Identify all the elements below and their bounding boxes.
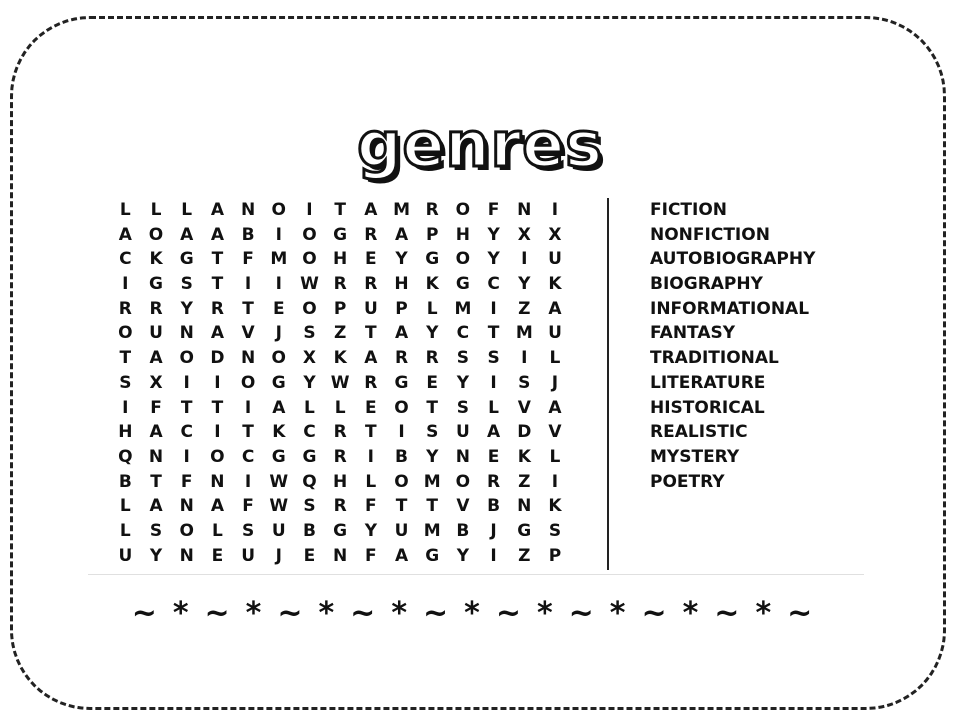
grid-letter: I [275, 274, 282, 295]
grid-letter: E [365, 249, 377, 270]
grid-letter: G [517, 520, 532, 541]
grid-letter: I [244, 397, 252, 418]
grid-letter: G [333, 224, 348, 245]
grid-letter: A [272, 397, 286, 418]
grid-letter: I [490, 298, 497, 319]
grid-letter: G [333, 520, 348, 541]
grid-letter: M [515, 323, 533, 344]
grid-letter: T [180, 397, 193, 418]
grid-letter: N [517, 496, 532, 517]
grid-letter: N [240, 348, 256, 369]
grid-letter: L [181, 200, 193, 220]
grid-letter: Z [518, 298, 531, 319]
grid-letter: A [210, 200, 224, 220]
word-list-item: POETRY [650, 471, 725, 492]
grid-letter: T [334, 200, 346, 220]
grid-letter: I [183, 372, 190, 393]
grid-letter: G [302, 446, 317, 467]
grid-letter: R [487, 471, 501, 492]
grid-letter: I [214, 372, 221, 393]
grid-letter: F [150, 397, 162, 418]
grid-letter: U [548, 249, 562, 270]
grid-letter: A [149, 422, 163, 443]
grid-letter: O [179, 520, 194, 541]
grid-letter: B [456, 520, 470, 541]
grid-letter: Y [364, 520, 377, 541]
grid-letter: A [364, 348, 378, 369]
grid-letter: T [211, 249, 224, 270]
grid-letter: C [241, 446, 255, 467]
grid-letter: R [210, 298, 224, 319]
grid-letter: H [455, 224, 471, 245]
grid-letter: I [306, 200, 313, 220]
grid-letter: M [423, 520, 441, 541]
grid-letter: F [365, 496, 377, 517]
grid-letter: Z [518, 545, 531, 566]
grid-letter: P [395, 298, 408, 319]
grid-letter: Y [487, 224, 500, 245]
grid-letter: O [302, 249, 317, 270]
grid-letter: B [487, 496, 501, 517]
grid-letter: X [149, 372, 163, 393]
grid-letter: H [333, 249, 348, 270]
grid-letter: S [518, 372, 531, 393]
grid-letter: O [210, 446, 225, 467]
grid-letter: U [394, 520, 409, 541]
grid-letter: I [521, 249, 528, 270]
grid-letter: E [426, 372, 439, 393]
grid-letter: Y [487, 249, 500, 270]
grid-letter: M [423, 471, 441, 492]
grid-letter: R [333, 422, 347, 443]
grid-letter: O [455, 249, 471, 270]
word-list-item: NONFICTION [650, 224, 770, 245]
grid-letter: L [549, 348, 561, 369]
word-list-item: AUTOBIOGRAPHY [650, 249, 816, 270]
grid-letter: G [179, 249, 194, 270]
grid-letter: Y [426, 323, 439, 344]
grid-letter: E [487, 446, 500, 467]
grid-letter: T [487, 323, 500, 344]
grid-letter: H [333, 471, 348, 492]
grid-letter: K [149, 249, 163, 270]
grid-letter: L [549, 446, 561, 467]
grid-letter: N [179, 545, 194, 566]
grid-letter: Y [426, 446, 439, 467]
word-list-item: MYSTERY [650, 446, 740, 467]
grid-letter: L [365, 471, 377, 492]
grid-letter: T [211, 397, 224, 418]
grid-letter: C [119, 249, 132, 270]
grid-letter: I [490, 545, 497, 566]
grid-letter: N [517, 200, 532, 220]
grid-letter: S [119, 372, 132, 393]
grid-letter: U [363, 298, 378, 319]
grid-letter: N [179, 496, 194, 517]
grid-letter: Z [518, 471, 531, 492]
grid-letter: T [242, 422, 254, 443]
grid-letter: Z [333, 323, 347, 344]
grid-letter: R [333, 446, 347, 467]
grid-letter: Y [456, 372, 470, 393]
word-list-item: HISTORICAL [650, 397, 765, 418]
grid-letter: K [333, 348, 347, 369]
grid-letter: S [548, 520, 562, 541]
grid-letter: D [517, 422, 532, 443]
grid-letter: I [122, 274, 129, 295]
grid-letter: P [425, 224, 439, 245]
grid-letter: S [303, 323, 316, 344]
grid-letter: N [210, 471, 225, 492]
grid-letter: K [517, 446, 531, 467]
grid-letter: Y [395, 249, 408, 270]
word-list-item: INFORMATIONAL [650, 298, 810, 319]
grid-letter: Y [303, 372, 316, 393]
grid-letter: E [211, 545, 224, 566]
grid-letter: S [149, 520, 163, 541]
grid-letter: W [269, 471, 289, 492]
grid-letter: F [180, 471, 193, 492]
grid-letter: I [275, 224, 282, 245]
grid-letter: A [548, 298, 562, 319]
grid-letter: L [119, 496, 131, 517]
grid-letter: F [487, 200, 500, 220]
decorative-border-row: ~*~*~*~*~*~*~*~*~*~ [131, 596, 829, 631]
grid-letter: S [456, 348, 470, 369]
grid-letter: I [367, 446, 374, 467]
grid-letter: A [394, 545, 409, 566]
grid-letter: Y [518, 274, 531, 295]
grid-letter: S [456, 397, 470, 418]
grid-letter: O [394, 471, 409, 492]
grid-letter: I [521, 348, 528, 369]
grid-letter: W [269, 496, 289, 517]
grid-letter: V [548, 422, 562, 443]
grid-letter: P [548, 545, 562, 566]
grid-letter: I [551, 200, 559, 220]
grid-letter: A [548, 397, 562, 418]
grid-letter: A [487, 422, 501, 443]
grid-letter: A [149, 496, 163, 517]
grid-letter: L [211, 520, 223, 541]
grid-letter: W [300, 274, 319, 295]
grid-letter: T [211, 274, 224, 295]
grid-letter: B [118, 471, 132, 492]
grid-letter: T [395, 496, 408, 517]
grid-letter: G [149, 274, 164, 295]
grid-letter: R [425, 200, 439, 220]
grid-letter: B [241, 224, 255, 245]
grid-letter: B [395, 446, 409, 467]
word-list-item: FICTION [650, 200, 728, 220]
grid-letter: U [241, 545, 255, 566]
grid-letter: G [425, 249, 440, 270]
grid-letter: H [394, 274, 409, 295]
grid-letter: M [270, 249, 288, 270]
grid-letter: E [272, 298, 285, 319]
grid-letter: T [119, 348, 132, 369]
grid-letter: N [455, 446, 471, 467]
grid-letter: O [118, 323, 133, 344]
grid-letter: C [303, 422, 316, 443]
grid-letter: A [210, 496, 224, 517]
grid-letter: G [425, 545, 440, 566]
grid-letter: O [455, 200, 471, 220]
grid-letter: O [394, 397, 409, 418]
word-list-item: FANTASY [650, 323, 736, 344]
grid-letter: G [394, 372, 409, 393]
separator-line [88, 574, 864, 575]
grid-letter: A [394, 224, 409, 245]
grid-letter: I [214, 422, 221, 443]
grid-letter: S [241, 520, 255, 541]
grid-letter: G [455, 274, 470, 295]
grid-letter: K [548, 274, 562, 295]
grid-letter: X [548, 224, 562, 245]
grid-letter: A [118, 224, 132, 245]
grid-letter: L [119, 520, 131, 541]
grid-letter: A [394, 323, 409, 344]
grid-letter: I [122, 397, 129, 418]
grid-letter: M [393, 200, 410, 220]
grid-letter: O [271, 348, 286, 369]
letter-grid [110, 198, 570, 568]
grid-letter: U [456, 422, 470, 443]
grid-letter: U [118, 545, 133, 566]
grid-letter: I [490, 372, 497, 393]
grid-letter: J [490, 520, 497, 541]
grid-letter: T [150, 471, 162, 492]
grid-letter: S [426, 422, 439, 443]
grid-letter: B [302, 520, 316, 541]
grid-letter: T [365, 422, 377, 443]
grid-letter: U [149, 323, 163, 344]
grid-letter: V [456, 496, 470, 517]
grid-letter: J [275, 545, 282, 566]
grid-letter: L [119, 200, 131, 220]
grid-letter: Y [180, 298, 193, 319]
grid-letter: R [364, 372, 378, 393]
grid-letter: K [548, 496, 562, 517]
grid-letter: T [242, 298, 254, 319]
grid-letter: W [330, 372, 350, 393]
grid-letter: I [244, 471, 252, 492]
grid-letter: G [271, 372, 286, 393]
grid-letter: K [425, 274, 439, 295]
grid-letter: O [240, 372, 256, 393]
grid-letter: E [365, 397, 377, 418]
grid-letter: N [333, 545, 348, 566]
grid-letter: E [303, 545, 316, 566]
grid-letter: I [183, 446, 190, 467]
grid-letter: O [179, 348, 194, 369]
grid-letter: R [333, 496, 347, 517]
grid-letter: L [426, 298, 438, 319]
grid-letter: S [180, 274, 193, 295]
grid-letter: R [333, 274, 347, 295]
grid-letter: R [149, 298, 163, 319]
grid-letter: X [302, 348, 317, 369]
grid-letter: I [551, 471, 559, 492]
grid-letter: A [149, 348, 163, 369]
grid-letter: J [551, 372, 559, 393]
grid-letter: Q [302, 471, 317, 492]
grid-letter: P [333, 298, 347, 319]
grid-letter: A [210, 323, 224, 344]
grid-letter: G [271, 446, 286, 467]
grid-letter: I [398, 422, 405, 443]
grid-letter: N [179, 323, 194, 344]
grid-letter: Q [118, 446, 133, 467]
grid-letter: S [303, 496, 316, 517]
word-list [650, 198, 815, 494]
grid-letter: O [302, 298, 317, 319]
grid-letter: D [210, 348, 225, 369]
grid-letter: V [517, 397, 531, 418]
grid-letter: A [210, 224, 224, 245]
grid-letter: A [180, 224, 194, 245]
grid-letter: R [394, 348, 409, 369]
grid-letter: A [364, 200, 378, 220]
grid-letter: X [517, 224, 531, 245]
grid-letter: O [455, 471, 471, 492]
grid-letter: U [271, 520, 286, 541]
grid-letter: V [241, 323, 255, 344]
word-list-item: TRADITIONAL [650, 348, 779, 369]
grid-letter: F [242, 496, 254, 517]
grid-letter: T [426, 397, 439, 418]
grid-letter: O [148, 224, 164, 245]
grid-letter: C [180, 422, 193, 443]
grid-letter: O [271, 200, 286, 220]
grid-letter: C [456, 323, 470, 344]
word-list-item: BIOGRAPHY [650, 274, 763, 295]
grid-letter: L [304, 397, 315, 418]
grid-letter: L [334, 397, 346, 418]
grid-letter: R [364, 274, 378, 295]
word-list-item: LITERATURE [650, 372, 766, 393]
grid-letter: R [118, 298, 132, 319]
grid-letter: H [118, 422, 133, 443]
grid-letter: R [425, 348, 439, 369]
grid-letter: I [244, 274, 252, 295]
grid-letter: R [364, 224, 378, 245]
grid-letter: Y [149, 545, 163, 566]
page-title: genres [356, 108, 604, 181]
grid-letter: J [275, 323, 282, 344]
grid-letter: F [242, 249, 254, 270]
grid-letter: M [454, 298, 472, 319]
grid-letter: T [365, 323, 377, 344]
grid-letter: K [272, 422, 286, 443]
word-list-item: REALISTIC [650, 422, 748, 443]
divider-line [607, 198, 609, 570]
grid-letter: F [365, 545, 377, 566]
grid-letter: L [150, 200, 162, 220]
grid-letter: S [487, 348, 500, 369]
grid-letter: Y [456, 545, 470, 566]
grid-letter: N [148, 446, 164, 467]
grid-letter: C [487, 274, 500, 295]
grid-letter: O [302, 224, 317, 245]
grid-letter: N [240, 200, 256, 220]
grid-letter: T [426, 496, 439, 517]
grid-letter: U [548, 323, 562, 344]
grid-letter: L [488, 397, 500, 418]
